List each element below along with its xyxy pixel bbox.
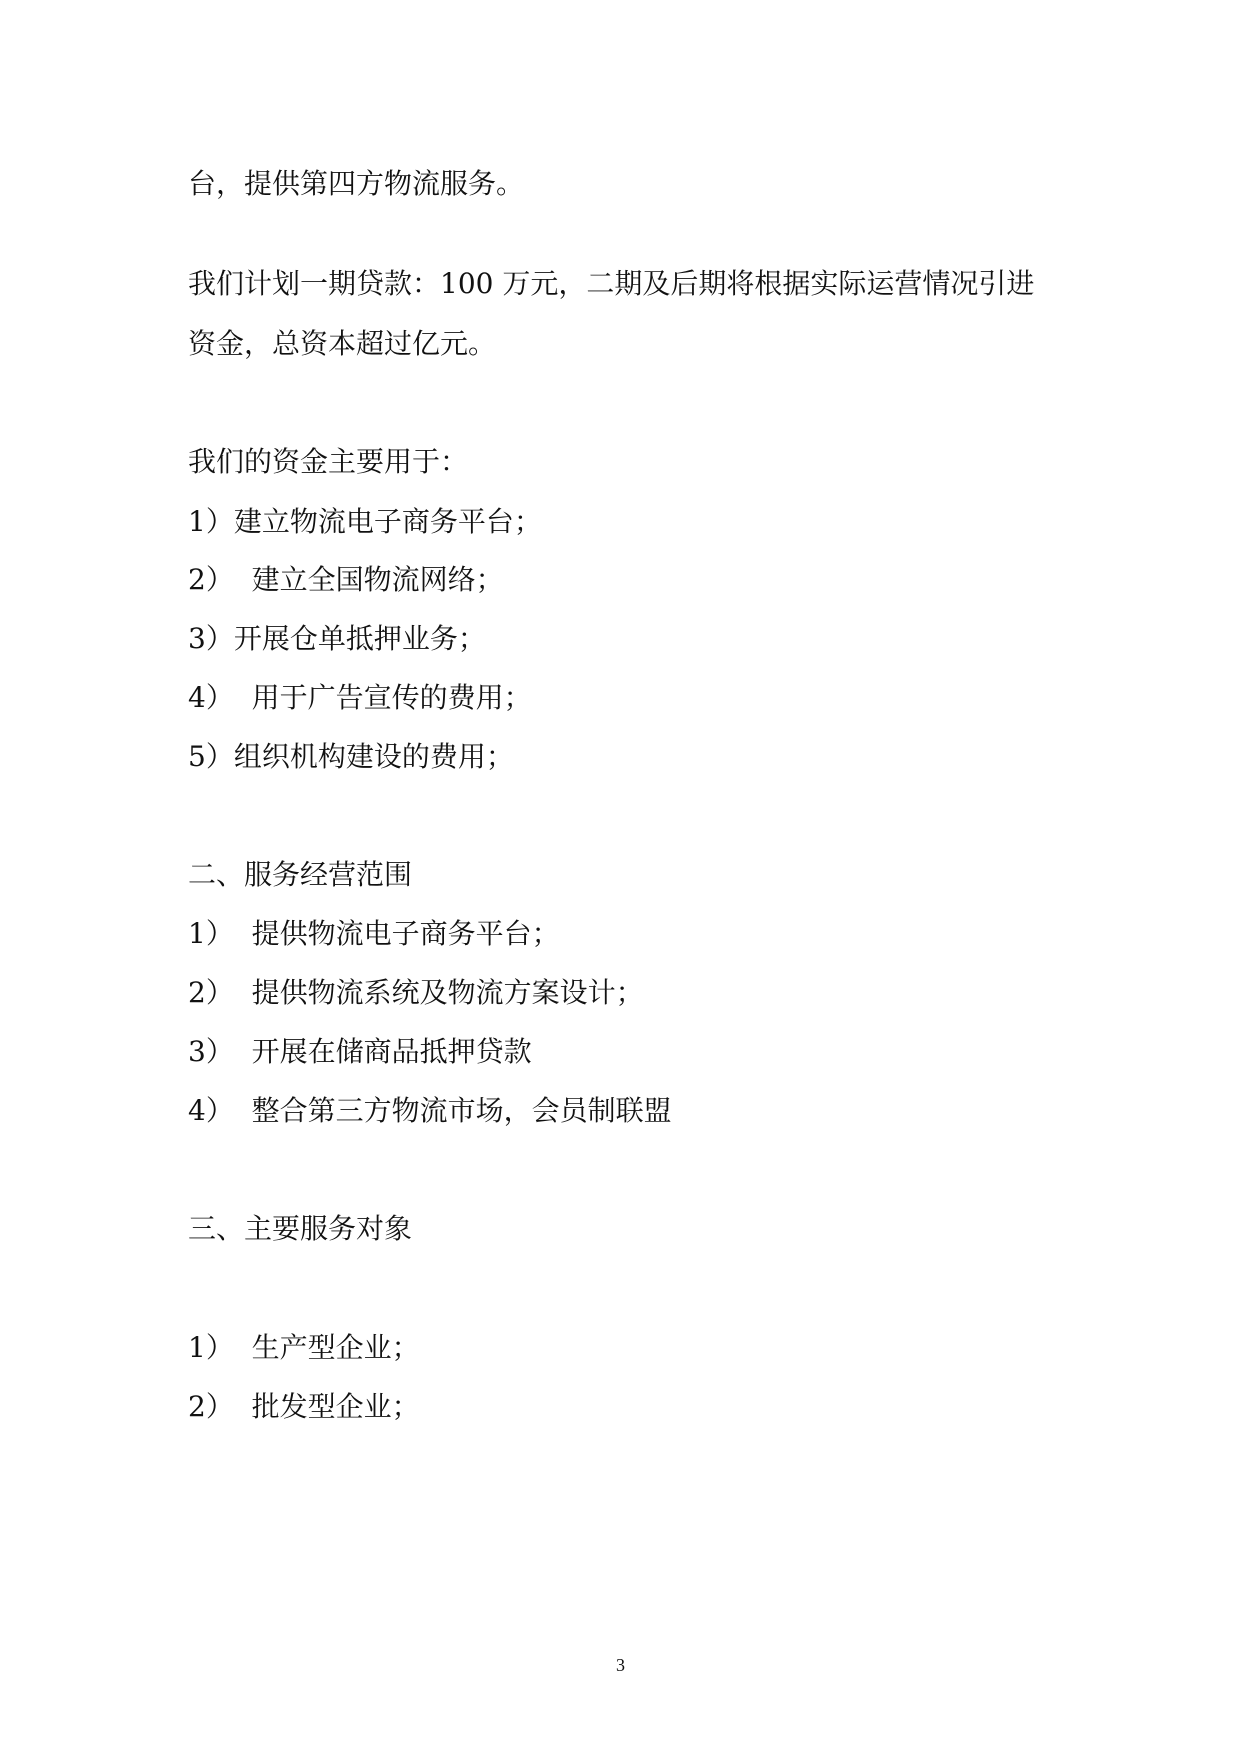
funds-item: 2） 建立全国物流网络； [188, 563, 504, 596]
intro-continuation-line: 台，提供第四方物流服务。 [188, 167, 525, 200]
loan-plan-line-2: 资金，总资本超过亿元。 [188, 327, 497, 360]
loan-plan-line-1: 我们计划一期贷款：100 万元，二期及后期将根据实际运营情况引进 [188, 267, 1035, 300]
funds-heading: 我们的资金主要用于： [188, 445, 469, 478]
funds-item: 1）建立物流电子商务平台； [188, 505, 542, 538]
section-3-item: 1） 生产型企业； [188, 1331, 420, 1364]
section-3-heading: 三、主要服务对象 [188, 1212, 413, 1245]
section-2-item: 1） 提供物流电子商务平台； [188, 917, 560, 950]
funds-item: 3）开展仓单抵押业务； [188, 622, 486, 655]
funds-item: 5）组织机构建设的费用； [188, 740, 514, 773]
section-2-heading: 二、服务经营范围 [188, 858, 413, 891]
section-2-item: 3） 开展在储商品抵押贷款 [188, 1035, 532, 1068]
section-2-item: 2） 提供物流系统及物流方案设计； [188, 976, 644, 1009]
section-3-item: 2） 批发型企业； [188, 1390, 420, 1423]
section-2-item: 4） 整合第三方物流市场，会员制联盟 [188, 1094, 672, 1127]
page-number: 3 [616, 1655, 625, 1675]
funds-item: 4） 用于广告宣传的费用； [188, 681, 532, 714]
